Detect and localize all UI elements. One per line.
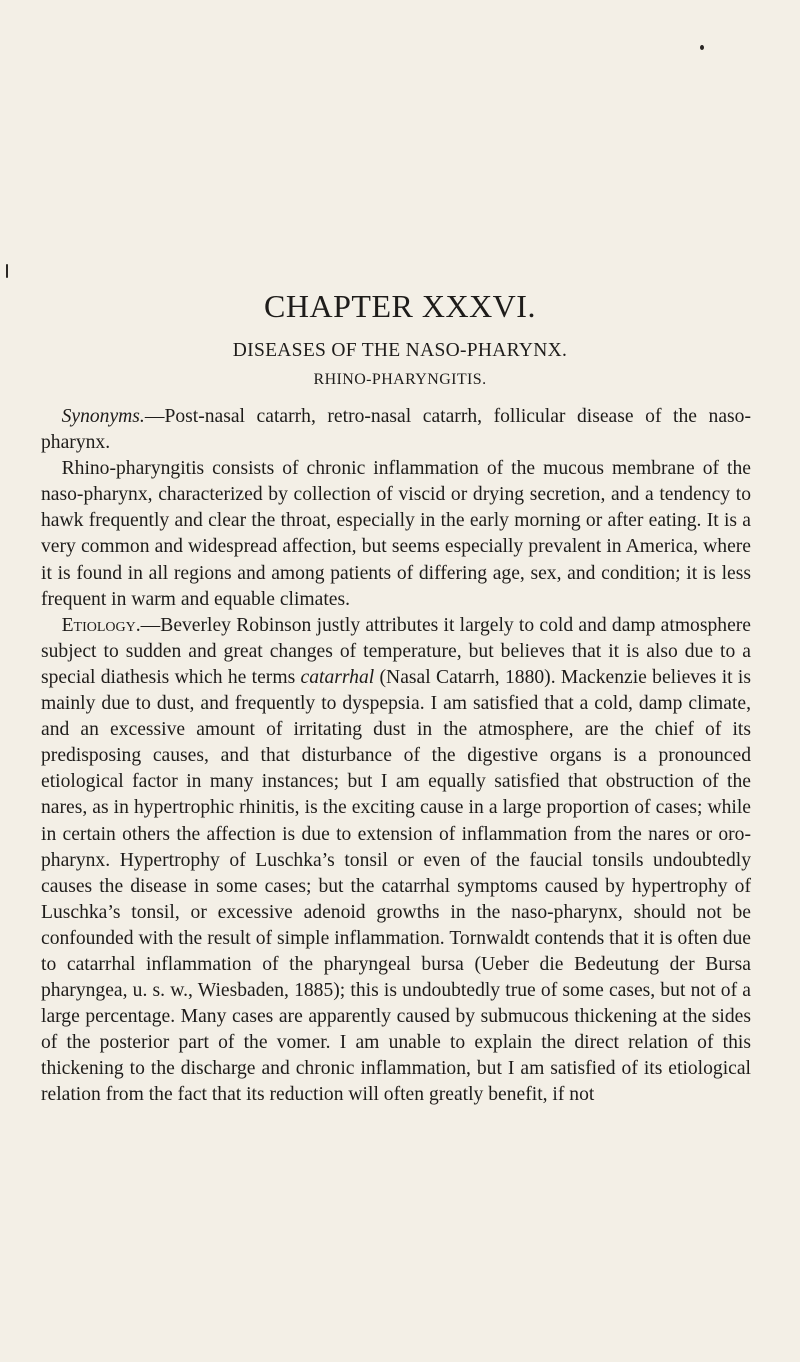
section-title: DISEASES OF THE NASO-PHARYNX. — [232, 340, 568, 361]
synonyms-paragraph — [41, 404, 751, 456]
chapter-title: CHAPTER XXXVI. — [264, 288, 536, 324]
synonyms-label: Synonyms. — [61, 406, 145, 427]
etiology-paragraph — [41, 613, 751, 1109]
etiology-italic-term: catarrhal — [300, 666, 375, 688]
paper-speck — [700, 45, 704, 50]
subsection-title: RHINO-PHARYNGITIS. — [313, 371, 487, 388]
paper-speck — [6, 264, 8, 278]
etiology-text: —Beverley Robinson justly attributes it largely to cold and damp atmosphere subject to sudden and great changes of temperature, but believes that it is also due to a special diathesis which he terms — [41, 614, 751, 688]
body-text — [41, 404, 751, 1109]
etiology-label: Etiology. — [61, 614, 141, 636]
synonyms-text: —Post-nasal catarrh, retro-nasal catarrh, follicular disease of the naso-pharynx. — [41, 406, 751, 454]
etiology-text-continued: (Nasal Catarrh, 1880). Mackenzie believes it is mainly due to dust, and frequently to dyspepsia. I am satisfied that a cold, damp climate, and an excessive amount of irritating dust in the atmosphere, are the chief of its predisposing causes, and that disturbance of the digestive organs is a pronounced etiological factor in many instances; but I am equally satisfied that obstruction of the nares, as in hypertrophic rhinitis, is the exciting cause in a large proportion of cases; while in certain others the affection is due to extension of inflammation from the nares or oro-pharynx. Hypertrophy of Luschka’s tonsil or even of the faucial tonsils undoubtedly causes the disease in some cases; but the catarrhal symptoms caused by hypertrophy of Luschka’s tonsil, or excessive adenoid growths in the naso-pharynx, should not be confounded with the result of simple inflammation. Tornwaldt contends that it is often due to catarrhal inflammation of the pharyngeal bursa (Ueber die Bedeutung der Bursa pharyngea, u. s. w., Wiesbaden, 1885); this is undoubtedly true of some cases, but not of a large percentage. Many cases are apparently caused by submucous thickening at the sides of the posterior part of the vomer. I am unable to explain the direct relation of this thickening to the discharge and chronic inflammation, but I am satisfied of its etiological relation from the fact that its reduction will often greatly benefit, if not — [41, 666, 751, 1106]
definition-paragraph: Rhino-pharyngitis consists of chronic inflammation of the mucous membrane of the naso-pharynx, characterized by collection of viscid or drying secretion, and a tendency to hawk frequently and clear the throat, especially in the early morning or after eating. It is a very common and widespread affection, but seems especially prevalent in America, where it is found in all regions and among patients of differing age, sex, and condition; it is less frequent in warm and equable climates. — [41, 458, 751, 610]
